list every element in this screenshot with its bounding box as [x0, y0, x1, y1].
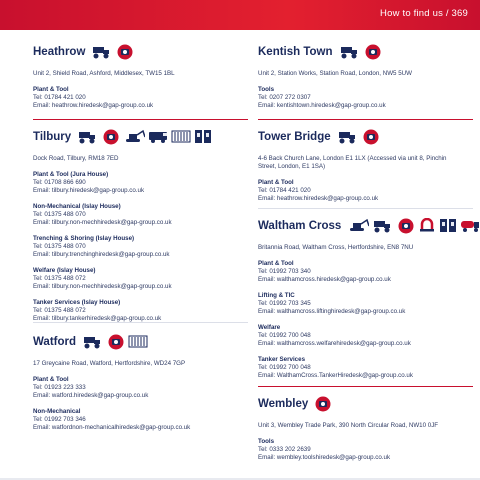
welfare-unit-icon: [439, 218, 457, 234]
location-address: Unit 3, Wembley Trade Park, 390 North Circular Road, NW10 0JF: [258, 422, 439, 429]
location-address: Dock Road, Tilbury, RM18 7ED: [33, 155, 119, 162]
tools-icon: [107, 334, 125, 350]
excavator-icon: [123, 129, 145, 145]
contact-group: [33, 235, 248, 259]
group-title: Tools: [258, 86, 275, 93]
email-link[interactable]: Email: watford.hiredesk@gap-group.co.uk: [33, 392, 149, 399]
group-title: Plant & Tool: [33, 376, 69, 383]
location-title: Waltham Cross: [258, 220, 342, 232]
email-link[interactable]: Email: tilbury.non-mechhiredesk@gap-group.co.uk: [33, 283, 172, 290]
tools-icon: [397, 218, 415, 234]
email-link[interactable]: Email: tilbury.non-mechhiredesk@gap-group.co.uk: [33, 219, 172, 226]
location-title: Watford: [33, 336, 77, 348]
contact-group: [258, 86, 473, 110]
phone-number: Tel: 01784 421 020: [33, 94, 86, 101]
phone-number: Tel: 01375 488 070: [33, 211, 86, 218]
email-link[interactable]: Email: tilbury.hiredesk@gap-group.co.uk: [33, 187, 145, 194]
welfare-unit-icon: [194, 129, 212, 145]
contact-group: [33, 267, 248, 291]
section-divider: [258, 208, 473, 209]
phone-number: Tel: 01992 703 345: [258, 300, 311, 307]
phone-number: Tel: 0207 272 0307: [258, 94, 311, 101]
phone-number: Tel: 01784 421 020: [258, 187, 311, 194]
phone-number: Tel: 01992 700 048: [258, 332, 311, 339]
group-title: Non-Mechanical: [33, 408, 81, 415]
email-link[interactable]: Email: tilbury.trenchinghiredesk@gap-group.co.uk: [33, 251, 170, 258]
location-kentish-town: [258, 40, 473, 110]
tools-icon: [364, 44, 382, 60]
tools-icon: [362, 129, 380, 145]
email-link[interactable]: Email: heathrow.hiredesk@gap-group.co.uk: [258, 195, 379, 202]
phone-number: Tel: 01708 866 690: [33, 179, 86, 186]
contact-group: [258, 324, 473, 348]
phone-number: Tel: 0333 202 2639: [258, 446, 311, 453]
group-title: Welfare (Islay House): [33, 267, 96, 274]
page-title: How to find us / 369: [380, 8, 468, 19]
phone-number: Tel: 01992 703 346: [33, 416, 86, 423]
group-title: Lifting & TIC: [258, 292, 295, 299]
shackle-icon: [418, 218, 436, 234]
tools-icon: [102, 129, 120, 145]
tanker-icon: [460, 218, 480, 234]
location-title: Kentish Town: [258, 46, 333, 58]
dumper-icon: [339, 44, 361, 60]
dumper-icon: [82, 334, 104, 350]
contact-group: [258, 179, 473, 203]
email-link[interactable]: Email: heathrow.hiredesk@gap-group.co.uk: [33, 102, 154, 109]
location-watford: [33, 330, 248, 432]
excavator-icon: [347, 218, 369, 234]
contact-group: [258, 356, 473, 380]
contact-group: [33, 376, 248, 400]
email-link[interactable]: Email: walthamcross.hiredesk@gap-group.co.uk: [258, 276, 391, 283]
contact-group: [33, 86, 248, 110]
phone-number: Tel: 01992 703 340: [258, 268, 311, 275]
group-title: Welfare: [258, 324, 281, 331]
location-address: 17 Greycaine Road, Watford, Hertfordshire, WD24 7GP: [33, 360, 186, 367]
phone-number: Tel: 01375 488 072: [33, 275, 86, 282]
location-address: Britannia Road, Waltham Cross, Hertfordshire, EN8 7NU: [258, 244, 414, 251]
section-divider: [33, 322, 248, 323]
location-tower-bridge: [258, 125, 473, 203]
location-address: 4-6 Back Church Lane, London E1 1LX (Accessed via unit 8, Pinchin Street, London, E1 1SA): [258, 155, 447, 170]
group-title: Trenching & Shoring (Islay House): [33, 235, 135, 242]
email-link[interactable]: Email: walthamcross.liftinghiredesk@gap-group.co.uk: [258, 308, 406, 315]
section-divider: [258, 386, 473, 387]
location-title: Wembley: [258, 398, 309, 410]
email-link[interactable]: Email: kentishtown.hiredesk@gap-group.co.uk: [258, 102, 386, 109]
group-title: Tanker Services: [258, 356, 306, 363]
location-wembley: [258, 392, 473, 462]
location-heathrow: [33, 40, 248, 110]
location-title: Tower Bridge: [258, 131, 331, 143]
location-title: Tilbury: [33, 131, 72, 143]
contact-group: [258, 292, 473, 316]
dumper-icon: [372, 218, 394, 234]
contact-group: [33, 203, 248, 227]
contact-group: [258, 260, 473, 284]
container-icon: [128, 334, 148, 350]
dumper-icon: [77, 129, 99, 145]
group-title: Non-Mechanical (Islay House): [33, 203, 121, 210]
group-title: Plant & Tool (Jura House): [33, 171, 109, 178]
dumper-icon: [337, 129, 359, 145]
contact-group: [33, 299, 248, 323]
contact-group: [33, 408, 248, 432]
van-icon: [148, 129, 168, 145]
phone-number: Tel: 01923 223 333: [33, 384, 86, 391]
group-title: Plant & Tool: [258, 179, 294, 186]
phone-number: Tel: 01375 488 072: [33, 307, 86, 314]
contact-group: [33, 171, 248, 195]
location-waltham-cross: [258, 214, 473, 380]
group-title: Plant & Tool: [258, 260, 294, 267]
contact-group: [258, 438, 473, 462]
email-link[interactable]: Email: walthamcross.welfarehiredesk@gap-group.co.uk: [258, 340, 411, 347]
email-link[interactable]: Email: tilbury.tankerhiredesk@gap-group.co.uk: [33, 315, 162, 322]
phone-number: Tel: 01375 488 070: [33, 243, 86, 250]
section-divider: [33, 119, 248, 120]
section-divider: [258, 119, 473, 120]
location-title: Heathrow: [33, 46, 86, 58]
email-link[interactable]: Email: WalthamCross.TankerHiredesk@gap-group.co.uk: [258, 372, 413, 379]
location-tilbury: [33, 125, 248, 323]
group-title: Plant & Tool: [33, 86, 69, 93]
tools-icon: [314, 396, 332, 412]
group-title: Tanker Services (Islay House): [33, 299, 121, 306]
container-icon: [171, 129, 191, 145]
tools-icon: [116, 44, 134, 60]
group-title: Tools: [258, 438, 275, 445]
phone-number: Tel: 01992 700 048: [258, 364, 311, 371]
location-address: Unit 2, Station Works, Station Road, London, NW5 5UW: [258, 70, 412, 77]
location-address: Unit 2, Shield Road, Ashford, Middlesex, TW15 1BL: [33, 70, 175, 77]
email-link[interactable]: Email: watfordnon-mechanicalhiredesk@gap-group.co.uk: [33, 424, 191, 431]
header-bar: [0, 0, 480, 30]
dumper-icon: [91, 44, 113, 60]
email-link[interactable]: Email: wembley.toolshiredesk@gap-group.co.uk: [258, 454, 391, 461]
